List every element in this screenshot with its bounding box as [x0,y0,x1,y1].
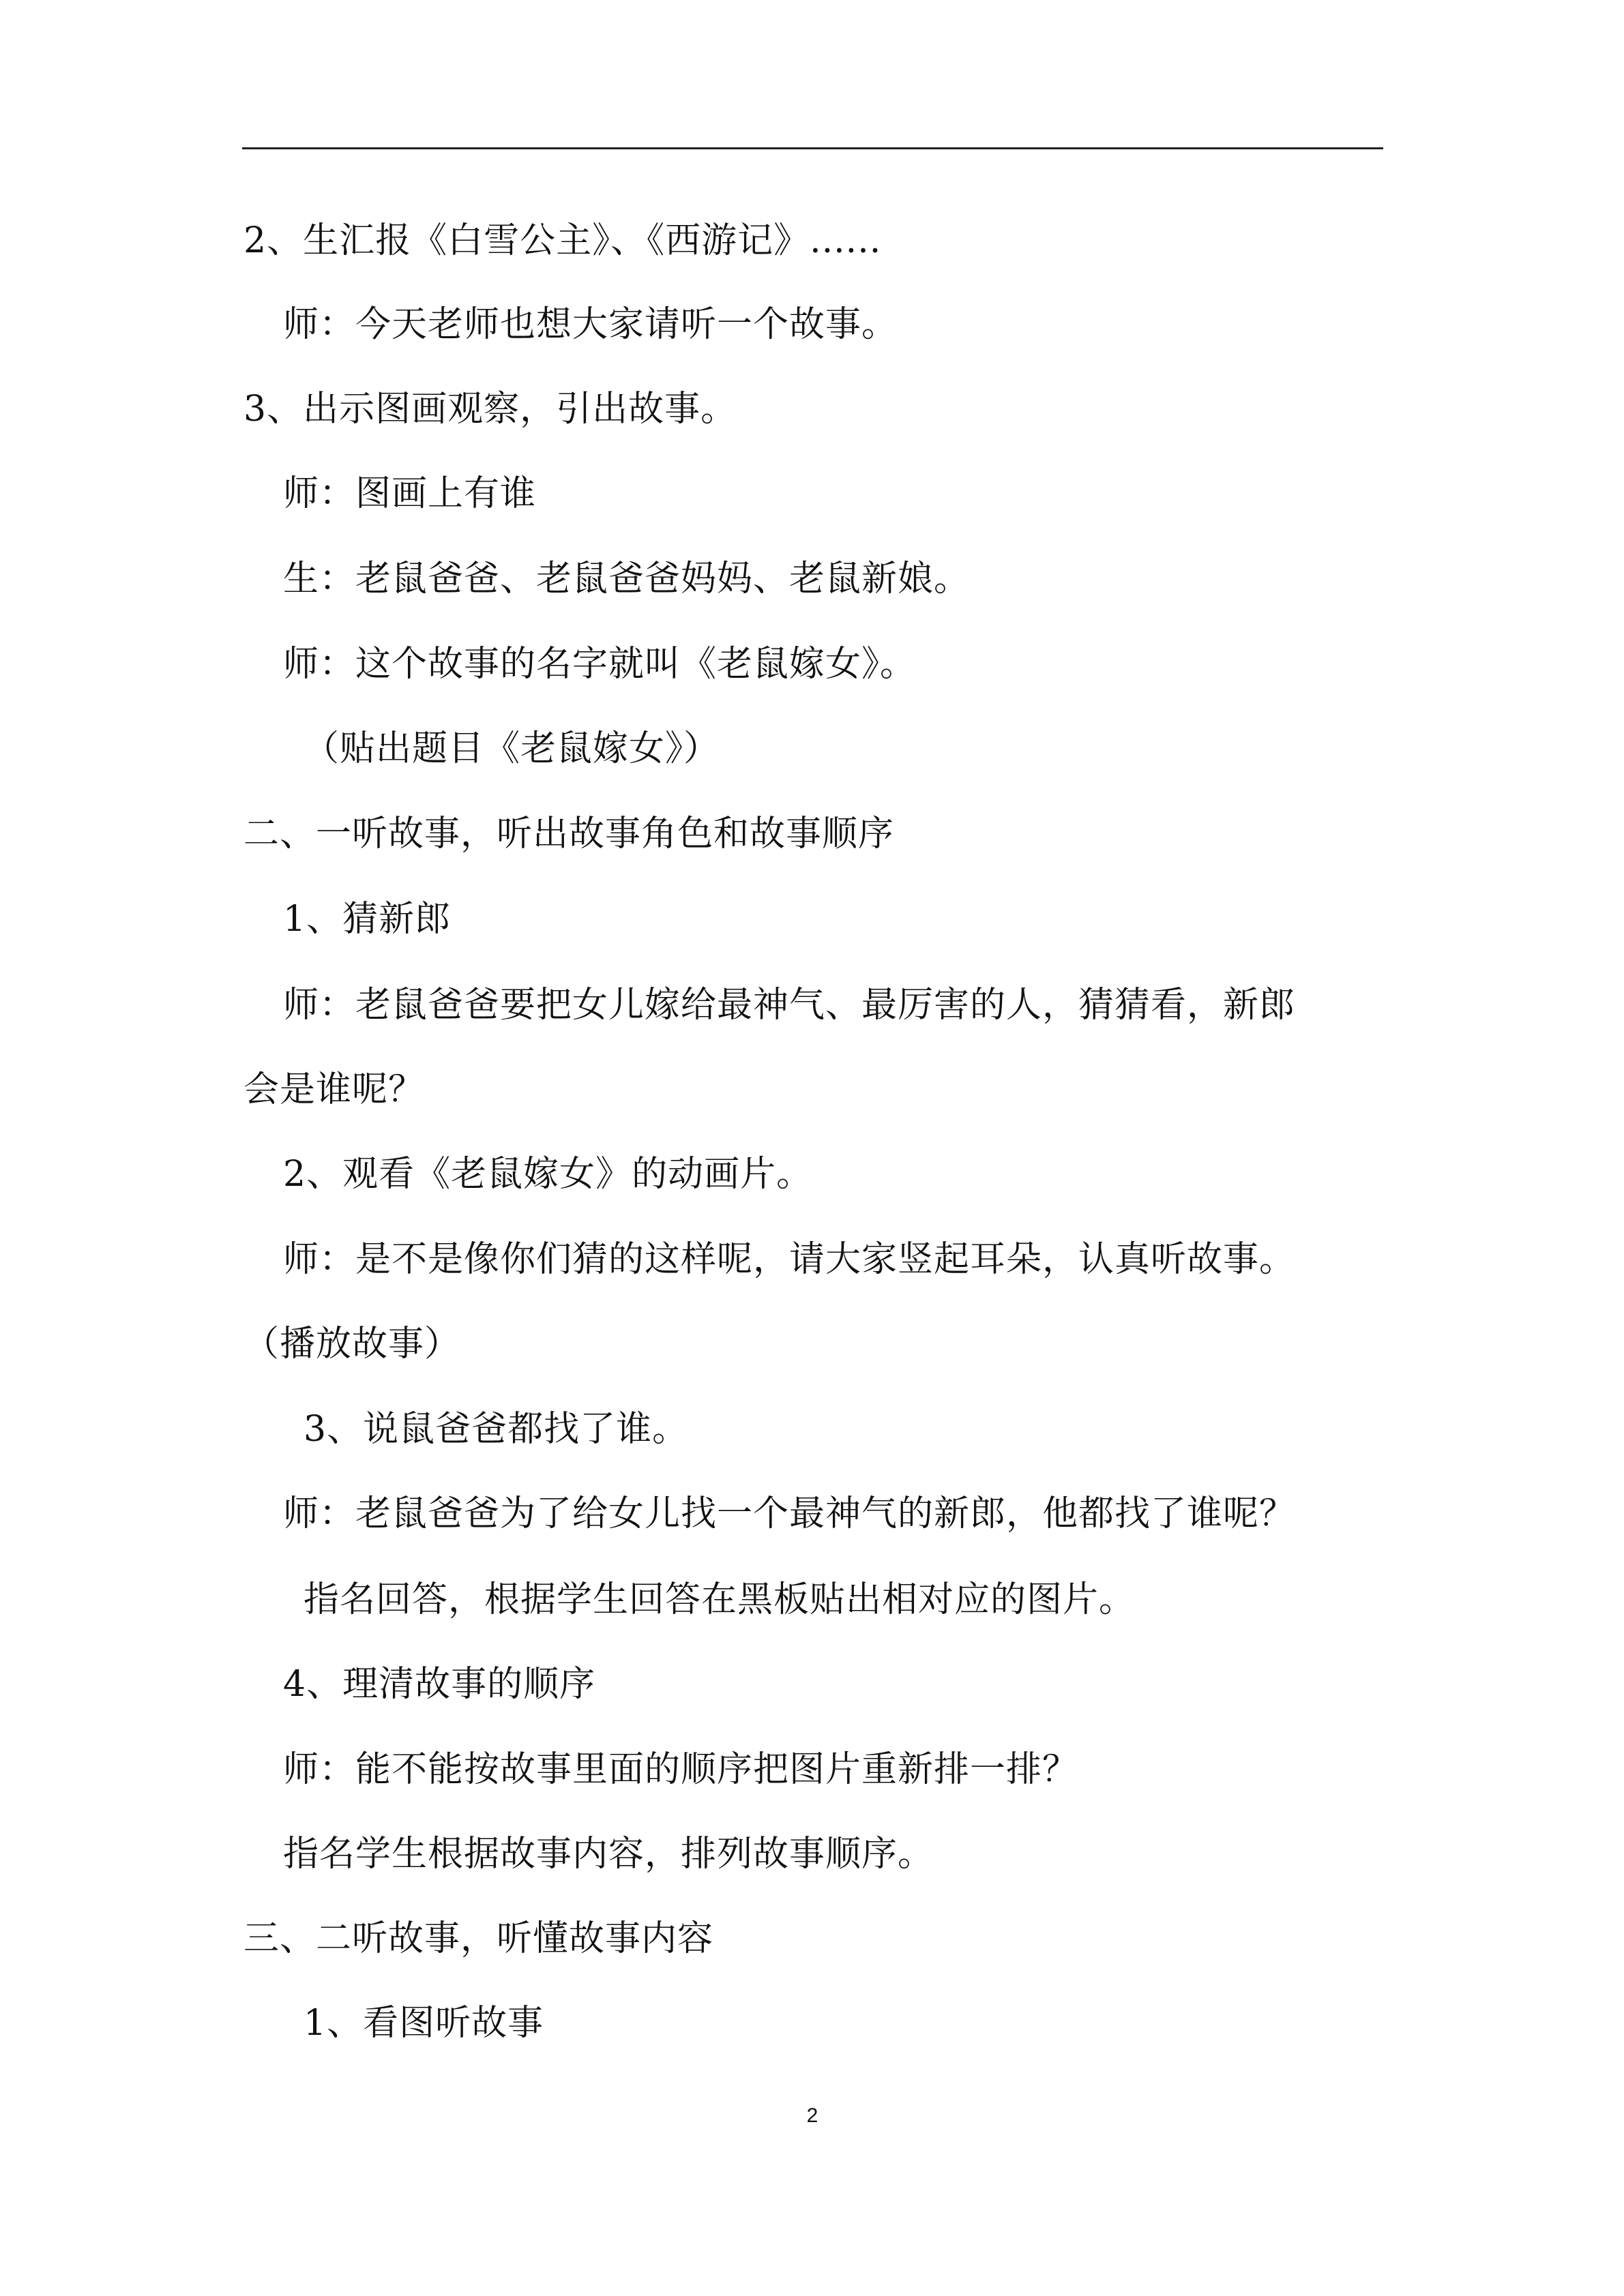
text-line-20: 指名学生根据故事内容，排列故事顺序。 [283,1834,934,1875]
text-line-19: 师：能不能按故事里面的顺序把图片重新排一排？ [283,1749,1079,1790]
section-heading-2: 二、一听故事，听出故事角色和故事顺序 [243,814,895,854]
section-heading-3: 三、二听故事，听懂故事内容 [243,1918,714,1959]
text-line-4: 师：图画上有谁 [283,473,537,514]
text-line-16: 师：老鼠爸爸为了给女儿找一个最神气的新郎，他都找了谁呢？ [283,1493,1296,1534]
text-line-9: 1、猜新郎 [283,899,452,940]
text-line-1: 2、生汇报《白雪公主》、《西游记》...... [243,220,882,261]
text-line-15: 3、说鼠爸爸都找了谁。 [304,1409,689,1450]
header-rule [242,147,1383,149]
text-line-10: 师：老鼠爸爸要把女儿嫁给最神气、最厉害的人，猜猜看，新郎 [283,985,1296,1026]
text-line-18: 4、理清故事的顺序 [283,1664,596,1705]
page-number: 2 [806,2104,818,2127]
text-line-7: （贴出题目《老鼠嫁女》） [304,728,720,769]
text-line-12: 2、观看《老鼠嫁女》的动画片。 [283,1154,813,1195]
text-line-14: （播放故事） [243,1324,461,1365]
text-line-22: 1、看图听故事 [304,2003,544,2044]
text-line-17: 指名回答，根据学生回答在黑板贴出相对应的图片。 [304,1579,1136,1620]
text-line-5: 生：老鼠爸爸、老鼠爸爸妈妈、老鼠新娘。 [283,558,971,599]
text-line-11: 会是谁呢？ [243,1069,425,1110]
text-line-3: 3、出示图画观察，引出故事。 [243,389,737,430]
text-line-6: 师：这个故事的名字就叫《老鼠嫁女》。 [283,644,917,685]
text-line-13: 师：是不是像你们猜的这样呢，请大家竖起耳朵，认真听故事。 [283,1239,1296,1280]
text-line-2: 师：今天老师也想大家请听一个故事。 [283,304,898,345]
